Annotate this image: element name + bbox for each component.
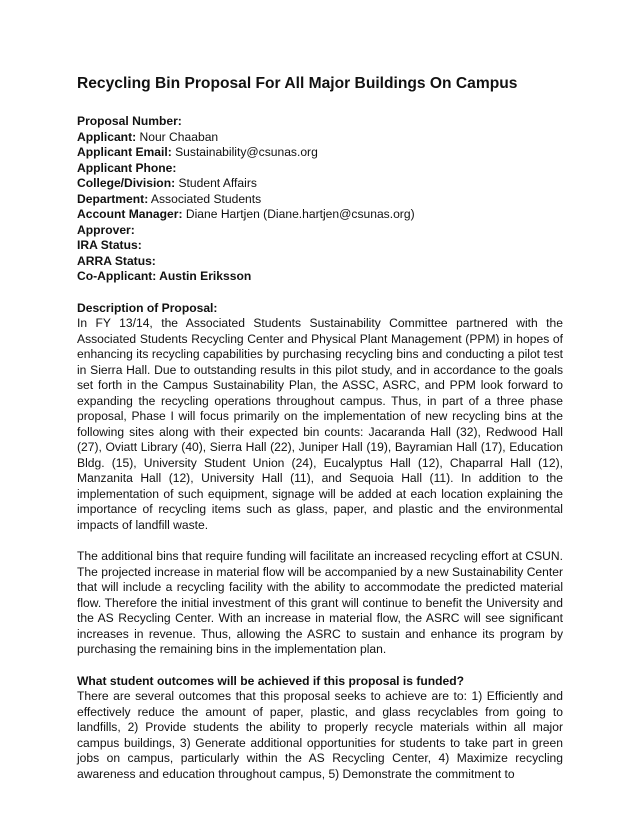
field-proposal-number bbox=[77, 114, 563, 130]
field-label: Applicant Phone: bbox=[77, 160, 177, 175]
field-label: IRA Status: bbox=[77, 238, 142, 252]
description-heading: Description of Proposal: bbox=[77, 300, 218, 315]
field-label: Co-Applicant: Austin Eriksson bbox=[77, 269, 252, 283]
field-label: Account Manager: bbox=[77, 207, 183, 221]
document-page bbox=[77, 74, 563, 782]
document-title: Recycling Bin Proposal For All Major Buildings On Campus bbox=[77, 75, 518, 92]
field-co-applicant bbox=[77, 269, 563, 285]
field-value: Diane Hartjen (Diane.hartjen@csunas.org) bbox=[182, 207, 415, 221]
field-applicant bbox=[77, 130, 563, 146]
field-label: Applicant: bbox=[77, 129, 137, 144]
field-applicant-phone bbox=[77, 161, 563, 177]
field-value: Nour Chaaban bbox=[136, 129, 219, 144]
description-paragraph-2: The additional bins that require funding will facilitate an increased recycling effort at CSUN. The projected increase in material flow will be accompanied by a new Sustainability Center that will include a recycling facility with the ability to accommodate the predicted material flow. Therefore the initial investment of this grant will continue to benefit the University and the AS Recycling Center. With an increase in material flow, the ASRC will see significant increases in revenue. Thus, allowing the ASRC to sustain and enhance its program by purchasing the remaining bins in the implementation plan. bbox=[77, 549, 563, 656]
field-label: College/Division: bbox=[77, 176, 176, 190]
field-account-manager bbox=[77, 207, 563, 223]
field-label: Applicant Email: bbox=[77, 145, 172, 159]
field-arra-status bbox=[77, 254, 563, 270]
description-paragraph-1: In FY 13/14, the Associated Students Sustainability Committee partnered with the Associated Students Recycling Center and Physical Plant Management (PPM) in hopes of enhancing its recycling capabilities by purchasing recycling bins and conducting a pilot test in Sierra Hall. Due to outstanding results in this pilot study, and in accordance to the goals set forth in the Campus Sustainability Plan, the ASSC, ASRC, and PPM look forward to expanding the recycling operations throughout campus. Thus, in part of a three phase proposal, Phase I will focus primarily on the implementation of new recycling bins at the following sites along with their expected bin counts: Jacaranda Hall (32), Redwood Hall (27), Oviatt Library (40), Sierra Hall (22), Juniper Hall (19), Bayramian Hall (17), Education Bldg. (15), University Student Union (24), Eucalyptus Hall (12), Chaparral Hall (12), Manzanita Hall (12), University Hall (11), and Sequoia Hall (11). In addition to the implementation of such equipment, signage will be added at each location explaining the importance of recycling items such as glass, paper, and plastic and the environmental impacts of landfill waste. bbox=[77, 316, 563, 532]
field-label: Approver: bbox=[77, 222, 135, 237]
proposal-fields bbox=[77, 114, 563, 285]
field-value: Student Affairs bbox=[175, 176, 257, 190]
outcomes-section bbox=[77, 674, 563, 783]
field-department bbox=[77, 192, 563, 208]
field-approver bbox=[77, 223, 563, 239]
description-section bbox=[77, 301, 563, 658]
outcomes-paragraph: There are several outcomes that this proposal seeks to achieve are to: 1) Efficiently and effectively reduce the amount of paper, plastic, and glass recyclables from going to landfills, 2) Provide students the ability to properly recycle materials within all major campus buildings, 3) Generate additional opportunities for students to take part in green jobs on campus, particularly within the AS Recycling Center, 4) Maximize recycling awareness and education throughout campus, 5) Demonstrate the commitment to bbox=[77, 689, 563, 781]
outcomes-heading: What student outcomes will be achieved if this proposal is funded? bbox=[77, 673, 465, 688]
field-label: Department: bbox=[77, 191, 149, 206]
field-ira-status bbox=[77, 238, 563, 254]
field-value: Associated Students bbox=[148, 191, 262, 206]
field-college-division bbox=[77, 176, 563, 192]
field-label: ARRA Status: bbox=[77, 253, 156, 268]
field-applicant-email bbox=[77, 145, 563, 161]
field-label: Proposal Number: bbox=[77, 114, 182, 128]
field-value: Sustainability@csunas.org bbox=[171, 145, 318, 159]
